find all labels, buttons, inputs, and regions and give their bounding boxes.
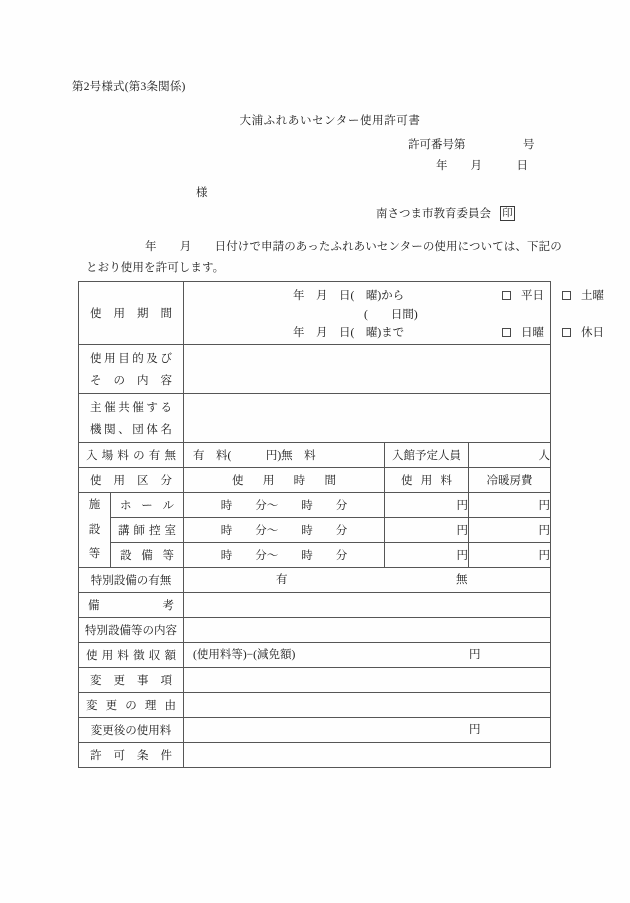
label-usage-fee-text: 使 用 料 <box>401 475 452 487</box>
value-period[interactable] <box>184 282 604 345</box>
table-row-facility-equipment <box>79 543 551 568</box>
facility-hall-time-text: 時 分〜 時 分 <box>220 500 348 512</box>
value-collected-fee[interactable] <box>184 643 551 668</box>
label-change-items <box>79 668 184 693</box>
table-row-collected-fee <box>79 643 551 668</box>
label-facility-group <box>79 493 111 568</box>
value-organizer[interactable] <box>184 394 551 443</box>
label-facility-lecturer-room <box>111 518 184 543</box>
label-hvac-fee: 冷暖房費 <box>469 468 551 493</box>
table-row-organizer <box>79 394 551 443</box>
value-admission[interactable] <box>184 443 385 468</box>
label-facility-group-text: 施 設 等 <box>88 499 101 561</box>
value-purpose[interactable] <box>184 345 551 394</box>
checkbox-label-nichiyou: 日曜 <box>521 327 544 339</box>
label-special-content: 特別設備等の内容 <box>79 618 184 643</box>
table-row-purpose <box>79 345 551 394</box>
value-change-items[interactable] <box>184 668 551 693</box>
table-row-special-equipment <box>79 568 551 593</box>
period-to: 年 月 日( 曜)まで <box>293 327 405 339</box>
value-change-reason[interactable] <box>184 693 551 718</box>
table-row-change-reason <box>79 693 551 718</box>
fee-after-change-unit: 円 <box>469 724 481 736</box>
value-special-equipment[interactable] <box>184 568 551 593</box>
value-facility-hall-hvac[interactable]: 円 <box>469 493 551 518</box>
label-facility-equipment-text: 設 備 等 <box>120 550 174 562</box>
table-row-usage-header <box>79 468 551 493</box>
label-period-text: 使 用 期 間 <box>90 308 172 320</box>
table-row-period <box>79 282 551 345</box>
table-row-remarks <box>79 593 551 618</box>
issue-date-field: 年 月 日 <box>436 160 528 172</box>
collected-fee-formula: (使用料等)−(減免額) <box>193 649 296 661</box>
table-row-admission <box>79 443 551 468</box>
value-fee-after-change[interactable] <box>184 718 551 743</box>
seal-icon: 印 <box>500 206 515 221</box>
period-content <box>184 282 604 344</box>
checkbox-label-doyou: 土曜 <box>581 290 604 302</box>
label-change-items-text: 変 更 事 項 <box>90 675 172 687</box>
label-purpose-text: 使 用 目 的 及 び そ の 内 容 <box>90 353 172 387</box>
label-usage-fee <box>385 468 469 493</box>
label-admission <box>79 443 184 468</box>
label-usage-time-text: 使 用 時 間 <box>232 475 336 487</box>
label-collected-fee-text: 使 用 料 徴 収 額 <box>86 650 176 662</box>
fee-after-change-content <box>184 718 550 742</box>
value-permit-conditions[interactable] <box>184 743 551 768</box>
checkbox-group-weekday <box>502 287 604 303</box>
table-row-facility-lecturer-room <box>79 518 551 543</box>
facility-lecturer-room-time-text: 時 分〜 時 分 <box>220 525 348 537</box>
checkbox-nichiyou[interactable] <box>502 328 511 337</box>
collected-fee-unit: 円 <box>469 649 481 661</box>
label-remarks-text: 備 考 <box>88 600 174 612</box>
label-fee-after-change: 変更後の使用料 <box>79 718 184 743</box>
label-usage-division-text: 使 用 区 分 <box>90 475 172 487</box>
value-facility-lecturer-room-hvac[interactable]: 円 <box>469 518 551 543</box>
body-text-line-1: 年 月 日付けで申請のあったふれあいセンターの使用については、下記の <box>145 241 562 253</box>
value-attendees[interactable]: 人 <box>469 443 551 468</box>
label-change-reason <box>79 693 184 718</box>
table-row-change-items <box>79 668 551 693</box>
facility-equipment-time-text: 時 分〜 時 分 <box>220 550 348 562</box>
addressee-field: 様 <box>196 187 208 199</box>
table-row-permit-conditions <box>79 743 551 768</box>
label-collected-fee <box>79 643 184 668</box>
option-special-equipment-no[interactable]: 無 <box>456 574 468 586</box>
label-attendees: 入館予定人員 <box>385 443 469 468</box>
form-number: 第2号様式(第3条関係) <box>72 81 186 93</box>
checkbox-doyou[interactable] <box>562 291 571 300</box>
value-facility-equipment-hvac[interactable]: 円 <box>469 543 551 568</box>
label-permit-conditions-text: 許 可 条 件 <box>90 750 172 762</box>
label-period <box>79 282 184 345</box>
label-organizer <box>79 394 184 443</box>
option-special-equipment-yes[interactable]: 有 <box>276 574 288 586</box>
checkbox-group-holiday <box>502 324 604 340</box>
table-row-facility-hall <box>79 493 551 518</box>
admission-fee-text: 有 料( 円)無 料 <box>193 450 316 462</box>
issuer-name: 南さつま市教育委員会 <box>376 208 491 220</box>
period-from: 年 月 日( 曜)から <box>293 290 405 302</box>
value-facility-equipment-time[interactable] <box>184 543 385 568</box>
label-special-equipment: 特別設備の有無 <box>79 568 184 593</box>
collected-fee-content <box>184 643 550 667</box>
value-special-content[interactable] <box>184 618 551 643</box>
value-facility-lecturer-room-time[interactable] <box>184 518 385 543</box>
label-facility-hall <box>111 493 184 518</box>
label-usage-division <box>79 468 184 493</box>
value-remarks[interactable] <box>184 593 551 618</box>
value-facility-hall-fee[interactable]: 円 <box>385 493 469 518</box>
label-facility-lecturer-room-text: 講 師 控 室 <box>118 525 176 537</box>
label-purpose <box>79 345 184 394</box>
value-facility-equipment-fee[interactable]: 円 <box>385 543 469 568</box>
checkbox-heijitsu[interactable] <box>502 291 511 300</box>
value-facility-hall-time[interactable] <box>184 493 385 518</box>
label-remarks <box>79 593 184 618</box>
body-text-line-2: とおり使用を許可します。 <box>86 262 225 274</box>
table-row-special-content <box>79 618 551 643</box>
checkbox-kyuujitsu[interactable] <box>562 328 571 337</box>
permit-number-field: 許可番号第 号 <box>408 139 535 151</box>
table-row-fee-after-change <box>79 718 551 743</box>
period-days: ( 日間) <box>364 309 418 321</box>
label-change-reason-text: 変 更 の 理 由 <box>86 700 176 712</box>
checkbox-label-heijitsu: 平日 <box>521 290 544 302</box>
issuer-block <box>376 205 515 221</box>
checkbox-label-kyuujitsu: 休日 <box>581 327 604 339</box>
document-title: 大浦ふれあいセンター使用許可書 <box>239 115 421 127</box>
label-facility-equipment <box>111 543 184 568</box>
value-facility-lecturer-room-fee[interactable]: 円 <box>385 518 469 543</box>
label-facility-hall-text: ホ ー ル <box>120 500 174 512</box>
label-organizer-text: 主 催 共 催 す る 機 関 、 団 体 名 <box>90 402 172 436</box>
permit-details-table <box>78 281 604 768</box>
special-equipment-options <box>184 568 550 592</box>
label-admission-text: 入 場 料 の 有 無 <box>86 450 176 462</box>
label-permit-conditions <box>79 743 184 768</box>
label-usage-time <box>184 468 385 493</box>
